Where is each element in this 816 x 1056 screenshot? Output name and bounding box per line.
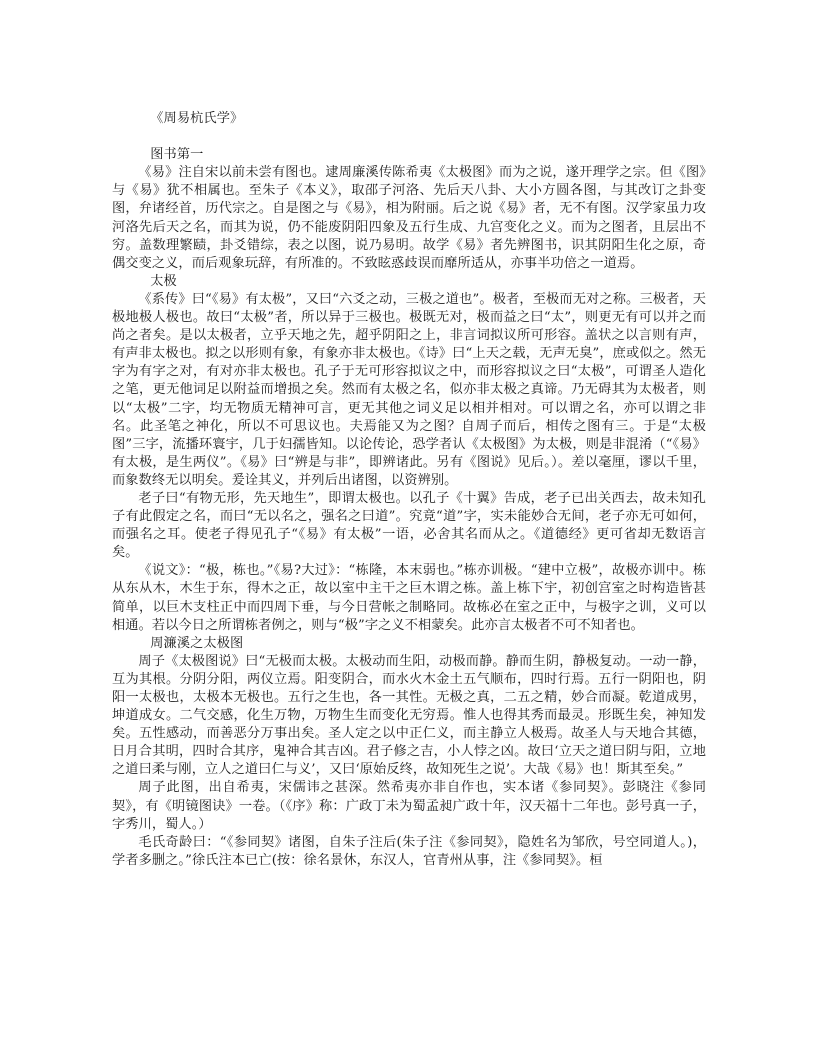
document-body bbox=[112, 110, 706, 870]
document-title: 《周易杭氏学》 bbox=[150, 111, 244, 126]
section-heading-taiji: 太极 bbox=[150, 273, 177, 289]
paragraph-taiji-xizhuan: 《系传》曰“《易》有太极”，又曰“六爻之动，三极之道也”。极者，至极而无对之称。三极者，天极地极人极也。故曰“太极”者，所以异于三极也。极既无对，极而益之曰“太”，则更无有可以并之而尚之者矣。是以太极者，立乎天地之先，超乎阴阳之上，非言词拟议所可形容。盖状之以言则有声，有声非太极也。拟之以形则有象，有象亦非太极也。《诗》曰“上天之载，无声无臭”，庶或似之。然无字为有字之对，有对亦非太极也。孔子于无可形容拟议之中，而形容拟议之曰“太极”，可谓圣人造化之笔，更无他词足以附益而增损之矣。然而有太极之名，似亦非太极之真谛。乃无碍其为太极者，则以“太极”二字，均无物质无精神可言，更无其他之词义足以相并相对。可以谓之名，亦可以谓之非名。此圣笔之神化，所以不可思议也。夫焉能又为之图？自周子而后，相传之图有三。于是“太极图”三字，流播环寰宇，几于妇孺皆知。以论传论，恐学者认《太极图》为太极，则是非混淆（“《易》有太极，是生两仪”。《易》曰“辨是与非”，即辨诸此。另有《图说》见后。）。差以毫厘，谬以千里，而象数终无以明矣。爰诠其义，并列后出诸图，以资辨别。 bbox=[112, 291, 706, 488]
paragraph-shuowen: 《说文》：“极，栋也。”《易?大过》：“栋隆，本末弱也。”栋亦训极。“建中立极”，故极亦训中。栋从东从木，木生于东，得木之正，故以室中主干之巨木谓之栋。盖上栋下宇，初创宫室之时构造皆甚简单，以巨木支柱正中而四周下垂，与今日营帐之制略同。故栋必在室之正中，与极字之训，义可以相通。若以今日之所谓栋者例之，则与“极”字之义不相蒙矣。此亦言太极者不可不知者也。 bbox=[112, 563, 706, 633]
paragraph-laozi: 老子曰“有物无形，先天地生”，即谓太极也。以孔子《十翼》告成，老子已出关西去，故未知孔子有此假定之名，而曰“无以名之，强名之曰道”。究竟“道”字，实未能妙合无间，老子亦无可如何，而强名之耳。使老子得见孔子“《易》有太极”一语，必舍其名而从之。《道德经》更可省却无数语言矣。 bbox=[112, 490, 706, 561]
section-heading-zhoulianxi-taijitu: 周濂溪之太极图 bbox=[150, 635, 244, 651]
paragraph-taijitushuo: 周子《太极图说》曰“无极而太极。太极动而生阳，动极而静。静而生阴，静极复动。一动一静，互为其根。分阴分阳，两仪立焉。阳变阴合，而水火木金土五气顺布，四时行焉。五行一阴阳也，阴阳一太极也，太极本无极也。五行之生也，各一其性。无极之真，二五之精，妙合而凝。乾道成男，坤道成女。二气交感，化生万物，万物生生而变化无穷焉。惟人也得其秀而最灵。形既生矣，神知发矣。五性感动，而善恶分万事出矣。圣人定之以中正仁义，而主静立人极焉。故圣人与天地合其德，日月合其明，四时合其序，鬼神合其吉凶。君子修之吉，小人悖之凶。故曰‘立天之道曰阴与阳，立地之道曰柔与刚，立人之道曰仁与义’，又曰‘原始反终，故知死生之说’。大哉《易》也！斯其至矣。” bbox=[112, 653, 706, 778]
paragraph-tushu-intro: 《易》注自宋以前未尝有图也。逮周廉溪传陈希夷《太极图》而为之说，遂开理学之宗。但《图》与《易》犹不相属也。至朱子《本义》，取邵子河洛、先后天八卦、大小方圆各图，与其改订之卦变图，弁诸经首，历代宗之。自是图之与《易》，相为附丽。后之说《易》者，无不有图。汉学家虽力攻河洛先后天之名，而其为说，仍不能废阴阳四象及五行生成、九宫变化之义。而为之图者，且层出不穷。盖数理繁赜，卦爻错综，表之以图，说乃易明。故学《易》者先辨图书，识其阴阳生化之原，奇偶交变之义，而后观象玩辞，有所准的。不致眩惑歧误而靡所适从，亦事半功倍之一道焉。 bbox=[112, 165, 706, 271]
paragraph-maoshi-qiling: 毛氏奇龄曰：“《参同契》诸图，自朱子注后(朱子注《参同契》，隐姓名为邹欣，号空同道人。)，学者多删之。”徐氏注本已亡(按：徐名景休，东汉人，官青州从事，注《参同契》。桓 bbox=[112, 834, 706, 868]
paragraph-zhouzi-citu: 周子此图，出自希夷，宋儒讳之甚深。然希夷亦非自作也，实本诸《参同契》。彭晓注《参同契》，有《明镜图诀》一卷。（《序》称：广政丁未为蜀孟昶广政十年，汉天福十二年也。彭号真一子，字秀川，蜀人。） bbox=[112, 780, 706, 832]
section-heading-tushu-diyi: 图书第一 bbox=[150, 147, 204, 163]
